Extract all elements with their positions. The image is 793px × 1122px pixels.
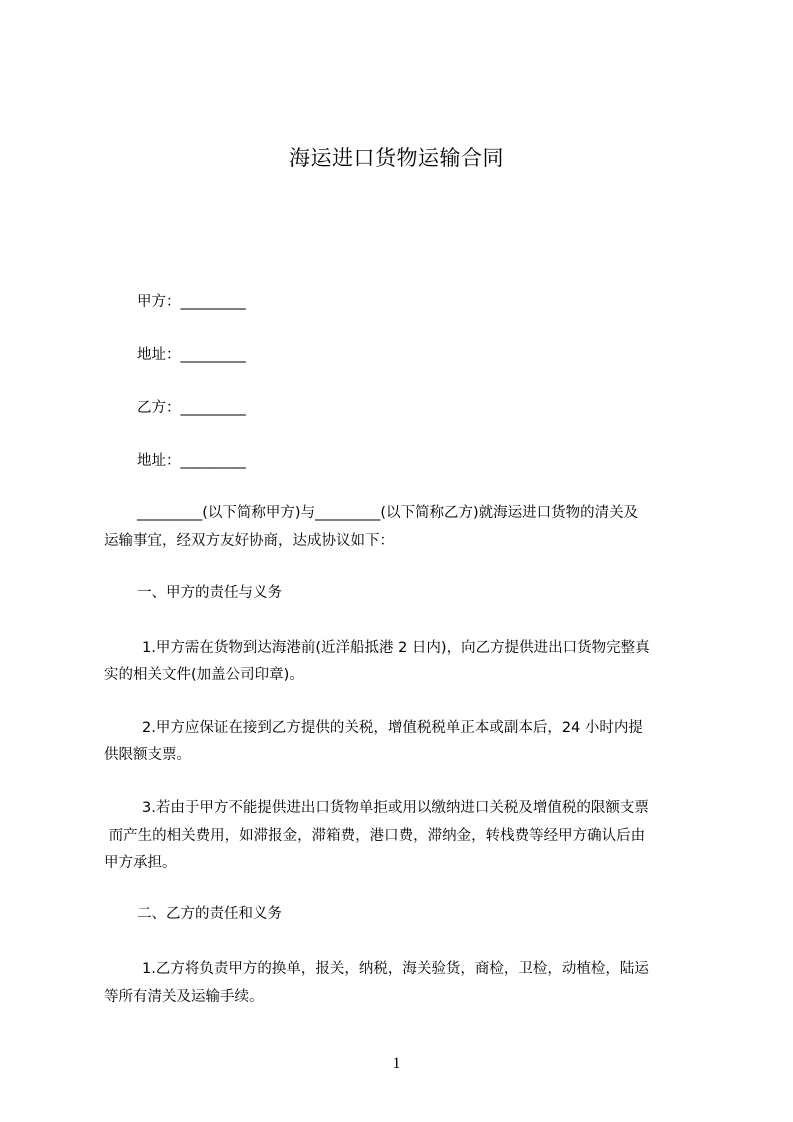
section-1-item-2-line-1: 2.甲方应保证在接到乙方提供的关税，增值税税单正本或副本后，24 小时内提 [142, 720, 643, 736]
page-number: 1 [392, 1055, 401, 1072]
party-b-line: 乙方：_________ [137, 400, 246, 416]
section-1-item-1-line-2: 实的相关文件(加盖公司印章)。 [104, 667, 304, 683]
section-2-item-1-line-2: 等所有清关及运输手续。 [104, 989, 264, 1005]
party-a-line: 甲方：_________ [137, 294, 246, 310]
document-title: 海运进口货物运输合同 [289, 146, 504, 170]
section-2-item-1-line-1: 1.乙方将负责甲方的换单，报关，纳税，海关验货，商检，卫检，动植检，陆运 [142, 961, 649, 977]
section-1-item-3-line-2: 而产生的相关费用，如滞报金，滞箱费，港口费，滞纳金，转栈费等经甲方确认后由 [104, 828, 646, 844]
address-b-line: 地址：_________ [137, 453, 246, 469]
intro-paragraph-line-1: _________(以下简称甲方)与_________(以下简称乙方)就海运进口货物的清关及 [137, 505, 639, 521]
section-1-heading: 一、甲方的责任与义务 [137, 585, 282, 601]
address-a-line: 地址：_________ [137, 347, 246, 363]
section-1-item-3-line-3: 甲方承担。 [104, 855, 177, 871]
intro-paragraph-line-2: 运输事宜，经双方友好协商，达成协议如下： [104, 533, 394, 549]
section-2-heading: 二、乙方的责任和义务 [137, 906, 282, 922]
section-1-item-3-line-1: 3.若由于甲方不能提供进出口货物单拒或用以缴纳进口关税及增值税的限额支票 [142, 800, 649, 816]
section-1-item-2-line-2: 供限额支票。 [104, 747, 191, 763]
section-1-item-1-line-1: 1.甲方需在货物到达海港前(近洋船抵港 2 日内)，向乙方提供进出口货物完整真 [142, 640, 650, 656]
